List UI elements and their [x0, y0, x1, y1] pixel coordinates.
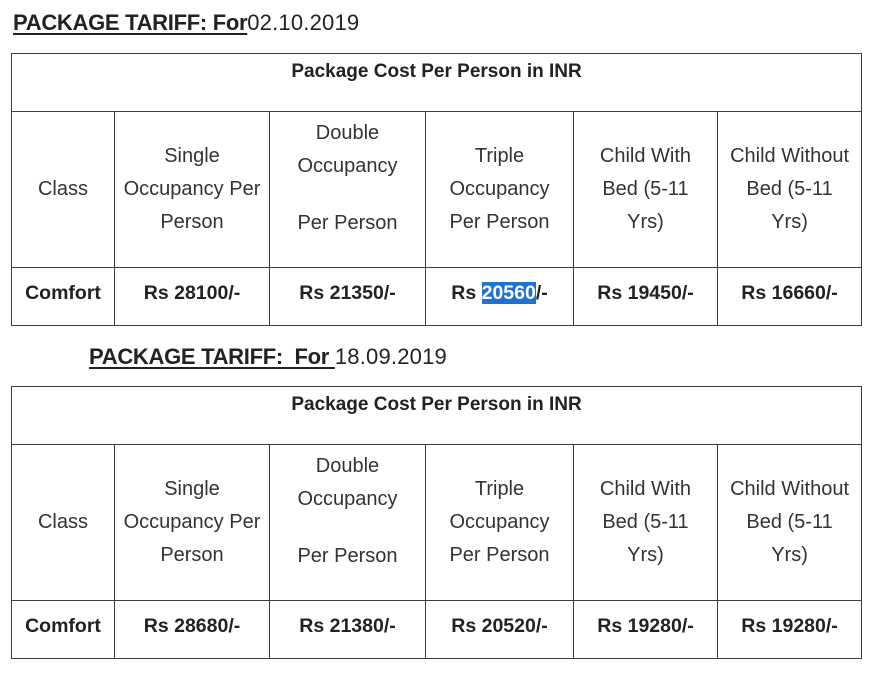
section-2-heading	[89, 344, 447, 370]
column-header-triple: Triple Occupancy Per Person	[426, 445, 574, 601]
column-header-single: Single Occupancy Per Person	[115, 112, 270, 268]
column-header-double: Double Occupancy Per Person	[270, 445, 426, 601]
tariff-table-2	[11, 386, 862, 659]
cell-class: Comfort	[12, 601, 115, 659]
table-row	[12, 268, 862, 326]
table-row	[12, 601, 862, 659]
cell-single: Rs 28680/-	[115, 601, 270, 659]
table-caption-row	[12, 54, 862, 112]
cell-class: Comfort	[12, 268, 115, 326]
column-header-child-without-bed: Child Without Bed (5-11 Yrs)	[718, 445, 862, 601]
selected-text-highlight[interactable]: 20560	[481, 282, 536, 304]
cell-single: Rs 28100/-	[115, 268, 270, 326]
section-1-heading-label: PACKAGE TARIFF: For	[13, 10, 248, 35]
column-header-triple: Triple Occupancy Per Person	[426, 112, 574, 268]
table-caption: Package Cost Per Person in INR	[12, 387, 862, 445]
column-header-double: Double Occupancy Per Person	[270, 112, 426, 268]
column-header-child-with-bed: Child With Bed (5-11 Yrs)	[574, 445, 718, 601]
column-header-child-with-bed: Child With Bed (5-11 Yrs)	[574, 112, 718, 268]
cell-double: Rs 21380/-	[270, 601, 426, 659]
section-2-heading-date: 18.09.2019	[334, 344, 447, 369]
table-caption: Package Cost Per Person in INR	[12, 54, 862, 112]
column-header-class: Class	[12, 112, 115, 268]
table-header-row	[12, 112, 862, 268]
tariff-table-1	[11, 53, 862, 326]
section-1-heading	[13, 10, 359, 36]
cell-child-without-bed: Rs 19280/-	[718, 601, 862, 659]
cell-triple-suffix: /-	[535, 282, 548, 304]
cell-child-with-bed: Rs 19280/-	[574, 601, 718, 659]
cell-triple-prefix: Rs	[451, 282, 482, 304]
cell-child-without-bed: Rs 16660/-	[718, 268, 862, 326]
cell-double: Rs 21350/-	[270, 268, 426, 326]
column-header-child-without-bed: Child Without Bed (5-11 Yrs)	[718, 112, 862, 268]
section-1-heading-date: 02.10.2019	[247, 10, 360, 35]
table-header-row	[12, 445, 862, 601]
section-2-heading-label: PACKAGE TARIFF: For	[89, 344, 335, 369]
column-header-single: Single Occupancy Per Person	[115, 445, 270, 601]
cell-triple: Rs 20520/-	[426, 601, 574, 659]
column-header-class: Class	[12, 445, 115, 601]
cell-triple	[426, 268, 574, 326]
cell-child-with-bed: Rs 19450/-	[574, 268, 718, 326]
table-caption-row	[12, 387, 862, 445]
